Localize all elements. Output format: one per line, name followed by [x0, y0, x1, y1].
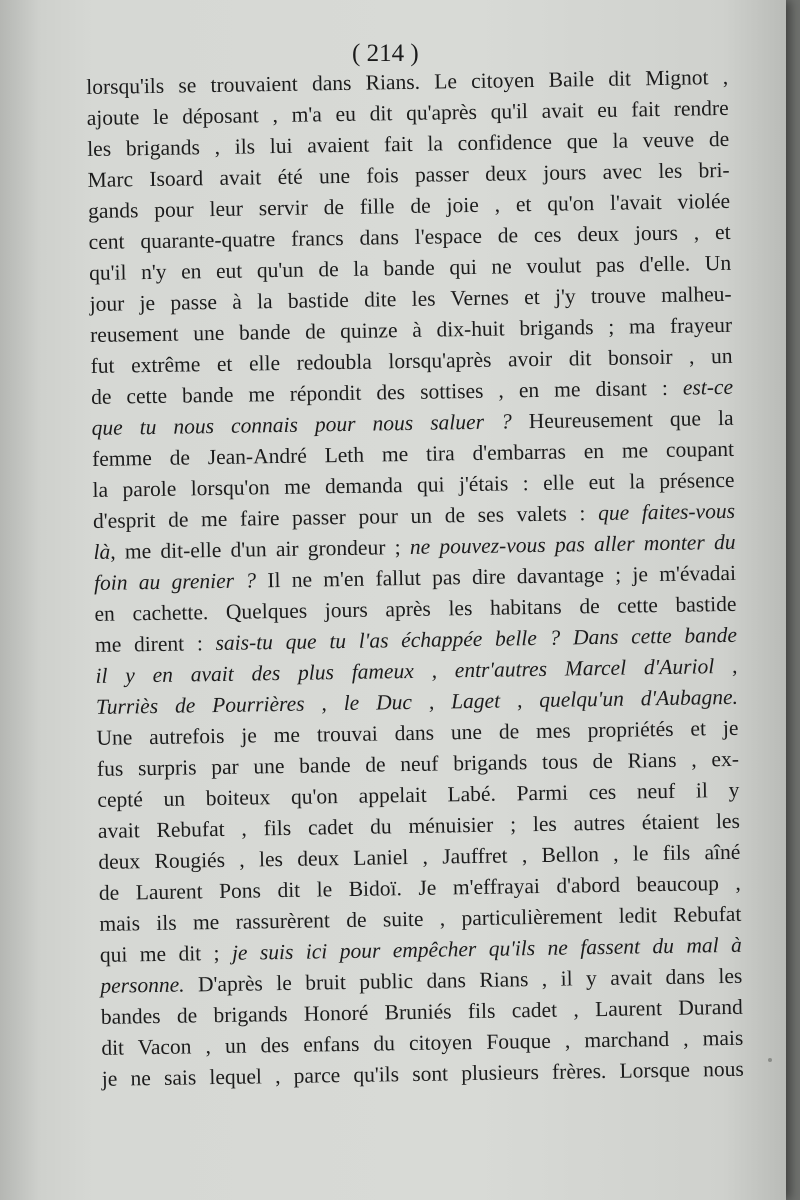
- roman-run: Marc Isoard avait été une fois passer deux jours avec les bri-: [87, 157, 730, 192]
- italic-run: personne.: [100, 972, 185, 998]
- italic-run: Turriès de Pourrières , le Duc , Laget , quelqu'un d'Aubagne.: [95, 684, 739, 719]
- italic-run: je suis ici pour empêcher qu'ils ne fassent du mal à: [231, 932, 742, 965]
- roman-run: reusement une bande de quinze à dix-huit brigands ; ma frayeur: [89, 312, 733, 347]
- roman-run: me dirent :: [94, 631, 216, 657]
- roman-run: cent quarante-quatre francs dans l'espace de ces deux jours , et: [88, 219, 731, 254]
- italic-run: il y en avait des plus fameux , entr'autres Marcel d'Auriol ,: [95, 653, 738, 688]
- roman-run: je ne sais lequel , parce qu'ils sont plusieurs frères. Lorsque nous: [101, 1056, 744, 1091]
- roman-run: jour je passe à la bastide dite les Vernes et j'y trouve malheu-: [89, 281, 732, 316]
- body-text: [86, 62, 744, 1095]
- roman-run: de Laurent Pons dit le Bidoï. Je m'effrayai d'abord beaucoup ,: [98, 870, 742, 905]
- roman-run: cepté un boiteux qu'on appelait Labé. Parmi ces neuf il y: [97, 777, 740, 812]
- italic-run: ne pouvez-vous pas aller monter du: [409, 529, 736, 559]
- roman-run: fus surpris par une bande de neuf brigands tous de Rians , ex-: [96, 746, 740, 781]
- roman-run: bandes de brigands Honoré Bruniés fils cadet , Laurent Durand: [100, 994, 743, 1029]
- italic-run: est-ce: [682, 374, 734, 400]
- roman-run: Il ne m'en fallut pas dire davantage ; je m'évadai: [255, 560, 737, 593]
- roman-run: D'après le bruit public dans Rians , il y avait dans les: [184, 963, 743, 997]
- roman-run: qui me dit ;: [99, 940, 233, 967]
- italic-run: là: [93, 539, 111, 564]
- roman-run: dit Vacon , un des enfans du citoyen Fouque , marchand , mais: [101, 1025, 744, 1060]
- italic-run: sais-tu que tu l'as échappée belle ? Dans cette bande: [215, 622, 738, 656]
- roman-run: en cachette. Quelques jours après les habitans de cette bastide: [94, 591, 737, 626]
- roman-run: avait Rebufat , fils cadet du ménuisier ; les autres étaient les: [97, 808, 741, 843]
- roman-run: , me dit-elle d'un air grondeur ;: [110, 534, 411, 564]
- roman-run: femme de Jean-André Leth me tira d'embarras en me coupant: [91, 436, 735, 471]
- roman-run: Heureusement que la: [511, 405, 734, 434]
- page-number: ( 214 ): [352, 40, 419, 67]
- roman-run: gands pour leur servir de fille de joie , et qu'on l'avait violée: [87, 188, 731, 223]
- roman-run: de cette bande me répondit des sottises , en me disant :: [90, 375, 684, 409]
- roman-run: les brigands , ils lui avaient fait la confidence que la veuve de: [87, 126, 730, 161]
- italic-run: que faites-vous: [597, 498, 736, 526]
- italic-run: que tu nous connais pour nous saluer ?: [91, 409, 512, 440]
- roman-run: la parole lorsqu'on me demanda qui j'étais : elle eut la présence: [92, 467, 735, 502]
- roman-run: deux Rougiés , les deux Laniel , Jauffret , Bellon , le fils aîné: [98, 839, 741, 874]
- roman-run: Une autrefois je me trouvai dans une de mes propriétés et je: [96, 715, 739, 750]
- roman-run: fut extrême et elle redoubla lorsqu'après avoir dit bonsoir , un: [90, 343, 733, 378]
- roman-run: lorsqu'ils se trouvaient dans Rians. Le citoyen Baile dit Mignot ,: [86, 64, 729, 99]
- paper-speck: [768, 1058, 772, 1062]
- roman-run: qu'il n'y en eut qu'un de la bande qui ne voulut pas d'elle. Un: [88, 250, 732, 285]
- roman-run: mais ils me rassurèrent de suite , particulièrement ledit Rebufat: [99, 901, 742, 936]
- italic-run: foin au grenier ?: [93, 568, 257, 595]
- page-gutter-shadow: [0, 0, 40, 1200]
- roman-run: ajoute le déposant , m'a eu dit qu'après qu'il avait eu fait rendre: [86, 95, 729, 130]
- roman-run: d'esprit de me faire passer pour un de ses valets :: [92, 501, 599, 533]
